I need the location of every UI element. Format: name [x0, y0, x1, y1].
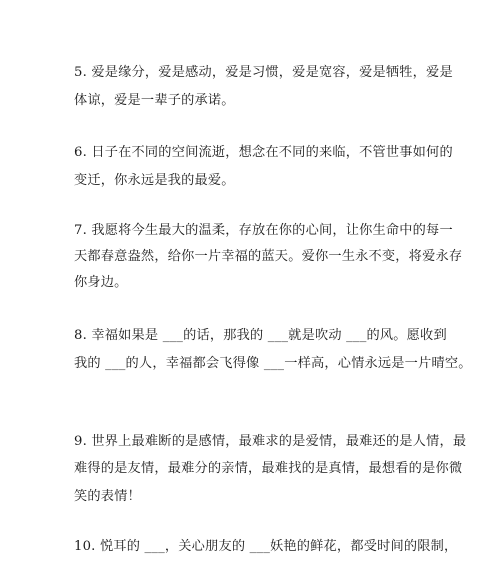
text-line: 笑的表情！	[74, 489, 141, 504]
text-line: 10. 悦耳的 ___，关心朋友的 ___妖艳的鲜花，都受时间的限制，	[74, 539, 458, 554]
text-line: 难得的是友情，最难分的亲情，最难找的是真情，最想看的是你微	[74, 461, 463, 476]
text-line: 9. 世界上最难断的是感情，最难求的是爱情，最难还的是人情，最	[74, 434, 467, 449]
text-line: 7. 我愿将今生最大的温柔，存放在你的心间，让你生命中的每一	[74, 223, 453, 238]
text-line: 体谅，爱是一辈子的承诺。	[74, 93, 235, 108]
text-line: 变迁，你永远是我的最爱。	[74, 173, 235, 188]
text-line: 你身边。	[74, 275, 128, 290]
text-line: 8. 幸福如果是 ___的话，那我的 ___就是吹动 ___的风。愿收到	[74, 328, 447, 343]
text-line: 我的 ___的人，幸福都会飞得像 ___一样高，心情永远是一片晴空。	[74, 356, 472, 371]
text-line: 天都春意盎然，给你一片幸福的蓝天。爱你一生永不变，将爱永存	[74, 249, 463, 264]
text-line: 6. 日子在不同的空间流逝，想念在不同的来临，不管世事如何的	[74, 145, 453, 160]
text-line: 5. 爱是缘分，爱是感动，爱是习惯，爱是宽容，爱是牺牲，爱是	[74, 65, 453, 80]
